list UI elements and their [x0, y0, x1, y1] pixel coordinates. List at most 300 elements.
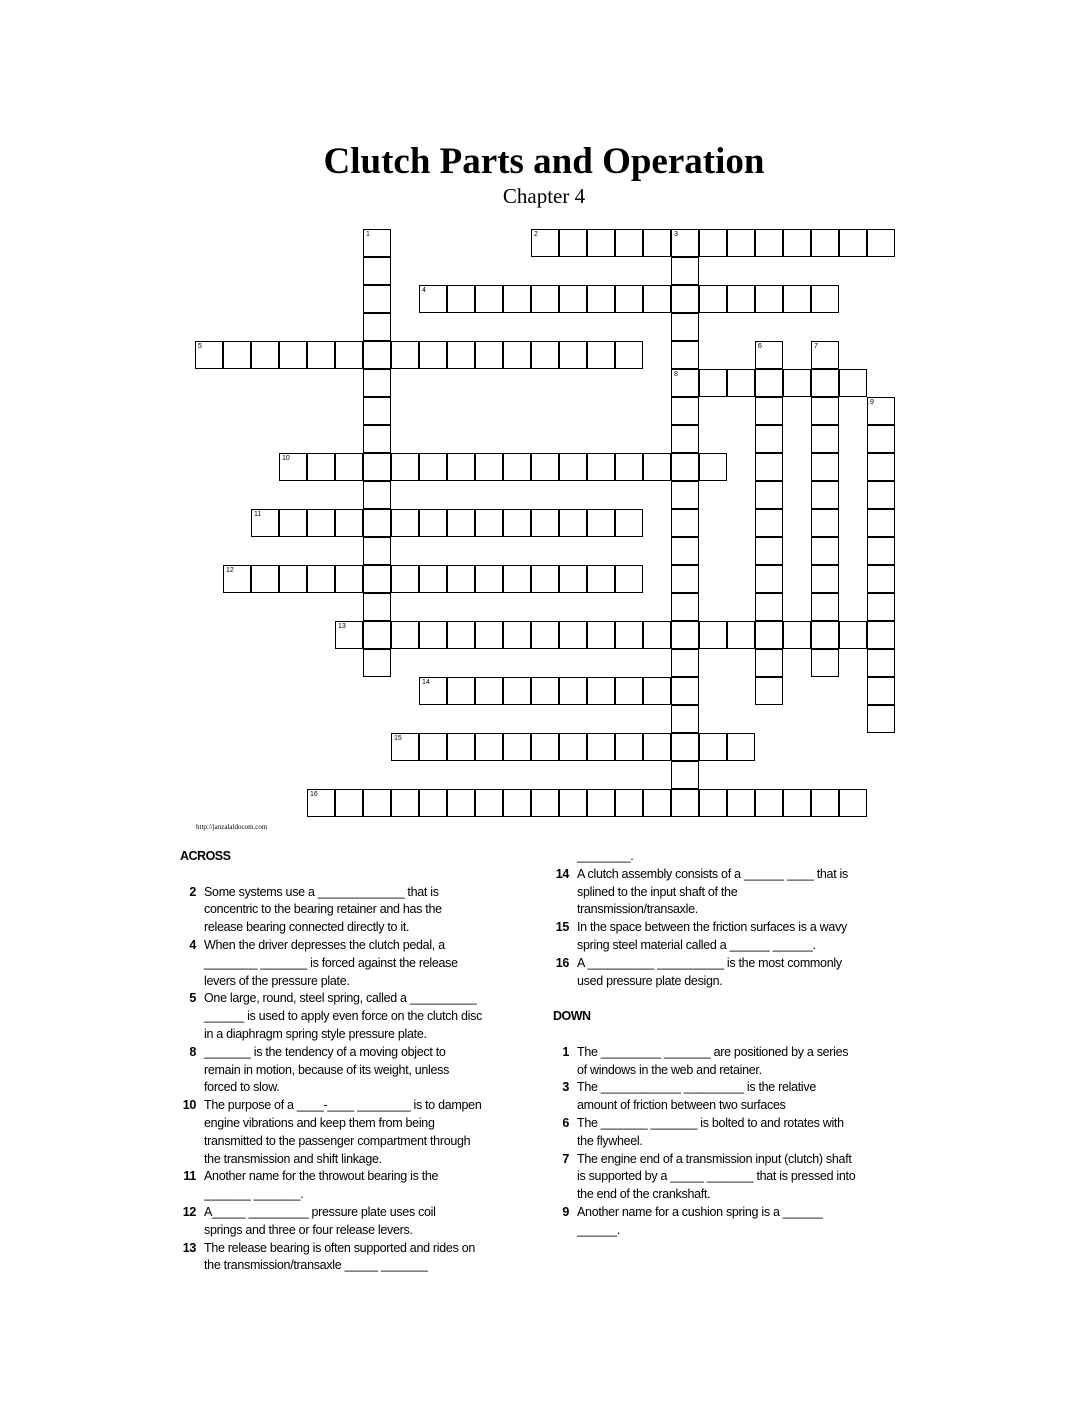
grid-cell[interactable]	[475, 341, 503, 369]
grid-cell[interactable]	[307, 789, 335, 817]
grid-cell[interactable]	[755, 537, 783, 565]
clue-number: 3	[562, 1080, 569, 1095]
grid-cell[interactable]	[783, 789, 811, 817]
clue-number: 13	[182, 1240, 196, 1255]
grid-cell[interactable]	[755, 649, 783, 677]
clue-item-continued	[553, 848, 883, 866]
grid-cell[interactable]	[335, 621, 363, 649]
grid-cell[interactable]	[363, 257, 391, 285]
grid-cell[interactable]	[615, 453, 643, 481]
grid-cell[interactable]	[867, 509, 895, 537]
cell-number: 7	[814, 343, 818, 350]
grid-cell[interactable]	[531, 733, 559, 761]
clue-number: 9	[562, 1204, 569, 1219]
grid-cell[interactable]	[223, 341, 251, 369]
grid-cell[interactable]	[643, 789, 671, 817]
grid-cell[interactable]	[867, 481, 895, 509]
grid-cell[interactable]	[531, 285, 559, 313]
grid-cell[interactable]	[447, 789, 475, 817]
grid-cell[interactable]	[531, 453, 559, 481]
clue-text: used pressure plate design.	[577, 973, 723, 988]
cell-number: 4	[422, 287, 426, 294]
grid-cell[interactable]	[699, 789, 727, 817]
grid-cell[interactable]	[531, 509, 559, 537]
grid-cell[interactable]	[475, 453, 503, 481]
grid-cell[interactable]	[559, 677, 587, 705]
clue-number: 15	[555, 920, 569, 935]
grid-cell[interactable]	[419, 677, 447, 705]
clue-text: A_____ _________ pressure plate uses coil	[204, 1204, 436, 1219]
clue-text: A clutch assembly consists of a ______ ____ that is	[577, 866, 848, 881]
grid-cell[interactable]	[615, 677, 643, 705]
clue-text: transmitted to the passenger compartment through	[204, 1133, 471, 1148]
clue-text: The ____________ _________ is the relative	[577, 1080, 816, 1095]
grid-cell[interactable]	[671, 565, 699, 593]
grid-cell[interactable]	[363, 285, 391, 313]
grid-cell[interactable]	[671, 425, 699, 453]
clue-number: 11	[183, 1169, 196, 1184]
cell-number: 9	[870, 399, 874, 406]
cell-number: 8	[674, 371, 678, 378]
grid-cell[interactable]	[363, 565, 391, 593]
grid-cell[interactable]	[531, 789, 559, 817]
grid-cell[interactable]	[867, 677, 895, 705]
grid-cell[interactable]	[867, 229, 895, 257]
grid-cell[interactable]	[419, 789, 447, 817]
clue-item	[553, 866, 883, 919]
grid-cell[interactable]	[643, 621, 671, 649]
grid-cell[interactable]	[811, 369, 839, 397]
grid-cell[interactable]	[811, 481, 839, 509]
grid-cell[interactable]	[755, 677, 783, 705]
grid-cell[interactable]	[671, 229, 699, 257]
grid-cell[interactable]	[811, 649, 839, 677]
grid-cell[interactable]	[671, 397, 699, 425]
grid-cell[interactable]	[811, 593, 839, 621]
grid-cell[interactable]	[279, 453, 307, 481]
grid-cell[interactable]	[671, 677, 699, 705]
grid-cell[interactable]	[811, 341, 839, 369]
grid-cell[interactable]	[363, 341, 391, 369]
clue-text: in a diaphragm spring style pressure plate.	[204, 1026, 427, 1041]
grid-cell[interactable]	[671, 285, 699, 313]
grid-cell[interactable]	[867, 649, 895, 677]
grid-cell[interactable]	[419, 621, 447, 649]
grid-cell[interactable]	[643, 677, 671, 705]
clue-text: remain in motion, because of its weight, unless	[204, 1062, 450, 1077]
grid-cell[interactable]	[839, 789, 867, 817]
clues-left-column	[180, 848, 510, 1275]
grid-cell[interactable]	[531, 341, 559, 369]
grid-cell[interactable]	[755, 621, 783, 649]
grid-cell[interactable]	[447, 733, 475, 761]
clue-text: concentric to the bearing retainer and has the	[204, 902, 442, 917]
grid-cell[interactable]	[811, 621, 839, 649]
grid-cell[interactable]	[307, 565, 335, 593]
grid-cell[interactable]	[671, 481, 699, 509]
grid-cell[interactable]	[195, 341, 223, 369]
grid-cell[interactable]	[503, 789, 531, 817]
grid-cell[interactable]	[419, 453, 447, 481]
clue-text: The _________ _______ are positioned by a series	[577, 1044, 849, 1059]
grid-cell[interactable]	[615, 229, 643, 257]
grid-cell[interactable]	[531, 677, 559, 705]
grid-cell[interactable]	[671, 733, 699, 761]
grid-cell[interactable]	[615, 621, 643, 649]
grid-cell[interactable]	[755, 509, 783, 537]
grid-cell[interactable]	[503, 285, 531, 313]
grid-cell[interactable]	[783, 621, 811, 649]
grid-cell[interactable]	[755, 593, 783, 621]
grid-cell[interactable]	[279, 341, 307, 369]
grid-cell[interactable]	[363, 621, 391, 649]
down-heading: DOWN	[553, 1009, 591, 1024]
across-clue-list-continued	[553, 848, 883, 990]
grid-cell[interactable]	[811, 565, 839, 593]
grid-cell[interactable]	[503, 509, 531, 537]
grid-cell[interactable]	[419, 733, 447, 761]
grid-cell[interactable]	[363, 369, 391, 397]
grid-cell[interactable]	[867, 565, 895, 593]
grid-cell[interactable]	[755, 285, 783, 313]
grid-cell[interactable]	[671, 341, 699, 369]
grid-cell[interactable]	[615, 565, 643, 593]
grid-cell[interactable]	[279, 509, 307, 537]
grid-cell[interactable]	[363, 453, 391, 481]
grid-cell[interactable]	[643, 453, 671, 481]
clue-number: 10	[182, 1098, 196, 1113]
grid-cell[interactable]	[699, 229, 727, 257]
clue-text: When the driver depresses the clutch pedal, a	[204, 937, 445, 952]
clue-text: ______ is used to apply even force on the clutch disc	[204, 1009, 483, 1024]
clue-text: The _______ _______ is bolted to and rotates with	[577, 1115, 844, 1130]
grid-cell[interactable]	[251, 509, 279, 537]
grid-cell[interactable]	[363, 481, 391, 509]
cell-number: 11	[254, 511, 262, 518]
grid-cell[interactable]	[615, 285, 643, 313]
grid-cell[interactable]	[391, 789, 419, 817]
grid-cell[interactable]	[559, 229, 587, 257]
grid-cell[interactable]	[671, 257, 699, 285]
down-clue-list	[553, 1044, 883, 1240]
grid-cell[interactable]	[671, 593, 699, 621]
grid-cell[interactable]	[363, 397, 391, 425]
grid-cell[interactable]	[587, 789, 615, 817]
grid-cell[interactable]	[755, 453, 783, 481]
grid-cell[interactable]	[671, 705, 699, 733]
grid-cell[interactable]	[867, 621, 895, 649]
clue-text: ______.	[577, 1222, 621, 1237]
clue-text: spring steel material called a ______ ______.	[577, 937, 816, 952]
clue-text: The release bearing is often supported and rides on	[204, 1240, 475, 1255]
cell-number: 13	[338, 623, 346, 630]
grid-cell[interactable]	[587, 565, 615, 593]
clue-text: Another name for the throwout bearing is the	[204, 1169, 439, 1184]
grid-cell[interactable]	[727, 789, 755, 817]
clue-number: 8	[189, 1044, 196, 1059]
clue-item	[553, 1151, 883, 1204]
grid-cell[interactable]	[447, 677, 475, 705]
grid-cell[interactable]	[839, 229, 867, 257]
grid-cell[interactable]	[727, 285, 755, 313]
grid-cell[interactable]	[839, 369, 867, 397]
grid-cell[interactable]	[363, 537, 391, 565]
grid-cell[interactable]	[559, 341, 587, 369]
grid-cell[interactable]	[811, 453, 839, 481]
grid-cell[interactable]	[559, 453, 587, 481]
grid-cell[interactable]	[419, 565, 447, 593]
grid-cell[interactable]	[279, 565, 307, 593]
clue-text: Another name for a cushion spring is a ______	[577, 1204, 823, 1219]
grid-cell[interactable]	[447, 509, 475, 537]
grid-cell[interactable]	[643, 733, 671, 761]
grid-cell[interactable]	[699, 369, 727, 397]
clue-number: 2	[189, 884, 196, 899]
grid-cell[interactable]	[671, 537, 699, 565]
clue-text: forced to slow.	[204, 1080, 280, 1095]
grid-cell[interactable]	[363, 789, 391, 817]
grid-cell[interactable]	[559, 789, 587, 817]
grid-cell[interactable]	[475, 621, 503, 649]
grid-cell[interactable]	[783, 285, 811, 313]
grid-cell[interactable]	[699, 453, 727, 481]
grid-cell[interactable]	[867, 453, 895, 481]
grid-cell[interactable]	[727, 369, 755, 397]
grid-cell[interactable]	[391, 733, 419, 761]
clue-text: splined to the input shaft of the	[577, 884, 738, 899]
clue-text: of windows in the web and retainer.	[577, 1062, 762, 1077]
grid-cell[interactable]	[811, 425, 839, 453]
grid-cell[interactable]	[503, 341, 531, 369]
grid-cell[interactable]	[559, 285, 587, 313]
grid-cell[interactable]	[727, 229, 755, 257]
grid-cell[interactable]	[307, 509, 335, 537]
grid-cell[interactable]	[811, 789, 839, 817]
grid-cell[interactable]	[671, 313, 699, 341]
grid-cell[interactable]	[783, 229, 811, 257]
clue-text: springs and three or four release levers.	[204, 1222, 413, 1237]
grid-cell[interactable]	[475, 789, 503, 817]
grid-cell[interactable]	[587, 509, 615, 537]
grid-cell[interactable]	[587, 453, 615, 481]
grid-cell[interactable]	[363, 313, 391, 341]
clue-item	[553, 1079, 883, 1115]
clue-item	[180, 1097, 510, 1168]
grid-cell[interactable]	[419, 509, 447, 537]
grid-cell[interactable]	[755, 369, 783, 397]
grid-cell[interactable]	[615, 789, 643, 817]
grid-cell[interactable]	[671, 369, 699, 397]
grid-cell[interactable]	[755, 789, 783, 817]
clue-text: ________.	[577, 849, 634, 863]
grid-cell[interactable]	[867, 397, 895, 425]
grid-cell[interactable]	[503, 733, 531, 761]
grid-cell[interactable]	[307, 453, 335, 481]
grid-cell[interactable]	[755, 425, 783, 453]
cell-number: 15	[394, 735, 402, 742]
grid-cell[interactable]	[335, 341, 363, 369]
grid-cell[interactable]	[475, 733, 503, 761]
grid-cell[interactable]	[811, 509, 839, 537]
cell-number: 14	[422, 679, 430, 686]
grid-cell[interactable]	[363, 593, 391, 621]
grid-cell[interactable]	[699, 621, 727, 649]
clue-number: 4	[189, 937, 196, 952]
grid-cell[interactable]	[503, 677, 531, 705]
grid-cell[interactable]	[559, 509, 587, 537]
grid-cell[interactable]	[839, 621, 867, 649]
grid-cell[interactable]	[727, 621, 755, 649]
grid-cell[interactable]	[447, 453, 475, 481]
grid-cell[interactable]	[811, 285, 839, 313]
clue-text: engine vibrations and keep them from being	[204, 1115, 435, 1130]
clue-text: the transmission and shift linkage.	[204, 1151, 382, 1166]
clue-text: the end of the crankshaft.	[577, 1187, 711, 1202]
grid-cell[interactable]	[531, 565, 559, 593]
source-url: http://janzalaldocom.com	[196, 823, 268, 831]
clue-item	[180, 1044, 510, 1097]
grid-cell[interactable]	[671, 789, 699, 817]
grid-cell[interactable]	[391, 621, 419, 649]
grid-cell[interactable]	[615, 341, 643, 369]
cell-number: 16	[310, 791, 318, 798]
grid-cell[interactable]	[615, 509, 643, 537]
grid-cell[interactable]	[587, 229, 615, 257]
clue-item	[553, 1115, 883, 1151]
grid-cell[interactable]	[335, 453, 363, 481]
clue-item	[553, 1044, 883, 1080]
across-clue-list	[180, 884, 510, 1276]
grid-cell[interactable]	[531, 229, 559, 257]
grid-cell[interactable]	[391, 453, 419, 481]
clue-text: is supported by a _____ _______ that is pressed into	[577, 1169, 856, 1184]
grid-cell[interactable]	[671, 453, 699, 481]
grid-cell[interactable]	[755, 565, 783, 593]
across-heading: ACROSS	[180, 849, 231, 863]
clue-item	[180, 1240, 510, 1276]
grid-cell[interactable]	[503, 621, 531, 649]
grid-cell[interactable]	[811, 397, 839, 425]
grid-cell[interactable]	[559, 733, 587, 761]
clue-text: _______ is the tendency of a moving object to	[204, 1044, 446, 1059]
grid-cell[interactable]	[587, 285, 615, 313]
grid-cell[interactable]	[615, 733, 643, 761]
grid-cell[interactable]	[363, 425, 391, 453]
grid-cell[interactable]	[811, 229, 839, 257]
grid-cell[interactable]	[503, 453, 531, 481]
grid-cell[interactable]	[363, 649, 391, 677]
grid-cell[interactable]	[643, 285, 671, 313]
grid-cell[interactable]	[643, 229, 671, 257]
grid-cell[interactable]	[475, 677, 503, 705]
grid-cell[interactable]	[699, 733, 727, 761]
grid-cell[interactable]	[671, 509, 699, 537]
clue-text: _______ _______.	[204, 1187, 304, 1202]
grid-cell[interactable]	[587, 621, 615, 649]
grid-cell[interactable]	[587, 341, 615, 369]
grid-cell[interactable]	[335, 789, 363, 817]
grid-cell[interactable]	[307, 341, 335, 369]
clue-number: 12	[182, 1204, 196, 1219]
clue-number: 6	[562, 1115, 569, 1130]
grid-cell[interactable]	[559, 565, 587, 593]
clue-text: A __________ __________ is the most commonly	[577, 955, 842, 970]
grid-cell[interactable]	[503, 565, 531, 593]
grid-cell[interactable]	[755, 397, 783, 425]
grid-cell[interactable]	[867, 425, 895, 453]
clue-number: 7	[562, 1151, 569, 1166]
grid-cell[interactable]	[671, 649, 699, 677]
grid-cell[interactable]	[419, 341, 447, 369]
clue-text: levers of the pressure plate.	[204, 973, 350, 988]
grid-cell[interactable]	[447, 341, 475, 369]
grid-cell[interactable]	[223, 565, 251, 593]
grid-cell[interactable]	[335, 509, 363, 537]
clue-item	[553, 1204, 883, 1240]
grid-cell[interactable]	[391, 565, 419, 593]
grid-cell[interactable]	[447, 285, 475, 313]
clue-text: release bearing connected directly to it.	[204, 920, 410, 935]
grid-cell[interactable]	[475, 285, 503, 313]
grid-cell[interactable]	[867, 537, 895, 565]
grid-cell[interactable]	[587, 733, 615, 761]
clue-text: One large, round, steel spring, called a __________	[204, 991, 477, 1006]
grid-cell[interactable]	[727, 733, 755, 761]
grid-cell[interactable]	[475, 565, 503, 593]
grid-cell[interactable]	[391, 341, 419, 369]
grid-cell[interactable]	[335, 565, 363, 593]
clue-item	[180, 1204, 510, 1240]
grid-cell[interactable]	[363, 229, 391, 257]
grid-cell[interactable]	[531, 621, 559, 649]
grid-cell[interactable]	[251, 341, 279, 369]
grid-cell[interactable]	[419, 285, 447, 313]
grid-cell[interactable]	[699, 285, 727, 313]
grid-cell[interactable]	[447, 621, 475, 649]
grid-cell[interactable]	[671, 761, 699, 789]
cell-number: 10	[282, 455, 290, 462]
grid-cell[interactable]	[363, 509, 391, 537]
clue-text: The purpose of a ____-____ ________ is to dampen	[204, 1098, 482, 1113]
grid-cell[interactable]	[867, 593, 895, 621]
grid-cell[interactable]	[391, 509, 419, 537]
grid-cell[interactable]	[447, 565, 475, 593]
clue-text: the transmission/transaxle _____ _______	[204, 1258, 428, 1273]
grid-cell[interactable]	[867, 705, 895, 733]
page-title: Clutch Parts and Operation	[323, 141, 765, 182]
clue-item	[553, 919, 883, 955]
grid-cell[interactable]	[755, 229, 783, 257]
grid-cell[interactable]	[475, 509, 503, 537]
clue-item	[180, 1168, 510, 1204]
clue-number: 5	[189, 991, 196, 1006]
clue-item	[553, 955, 883, 991]
cell-number: 12	[226, 567, 234, 574]
clue-text: transmission/transaxle.	[577, 902, 698, 917]
clue-text: ________ _______ is forced against the release	[204, 955, 458, 970]
grid-cell[interactable]	[755, 481, 783, 509]
clue-item	[180, 884, 510, 937]
grid-cell[interactable]	[671, 621, 699, 649]
grid-cell[interactable]	[783, 369, 811, 397]
grid-cell[interactable]	[811, 537, 839, 565]
grid-cell[interactable]	[559, 621, 587, 649]
grid-cell[interactable]	[755, 341, 783, 369]
cell-number: 6	[758, 343, 762, 350]
grid-cell[interactable]	[251, 565, 279, 593]
grid-cell[interactable]	[587, 677, 615, 705]
clue-text: The engine end of a transmission input (clutch) shaft	[577, 1151, 852, 1166]
